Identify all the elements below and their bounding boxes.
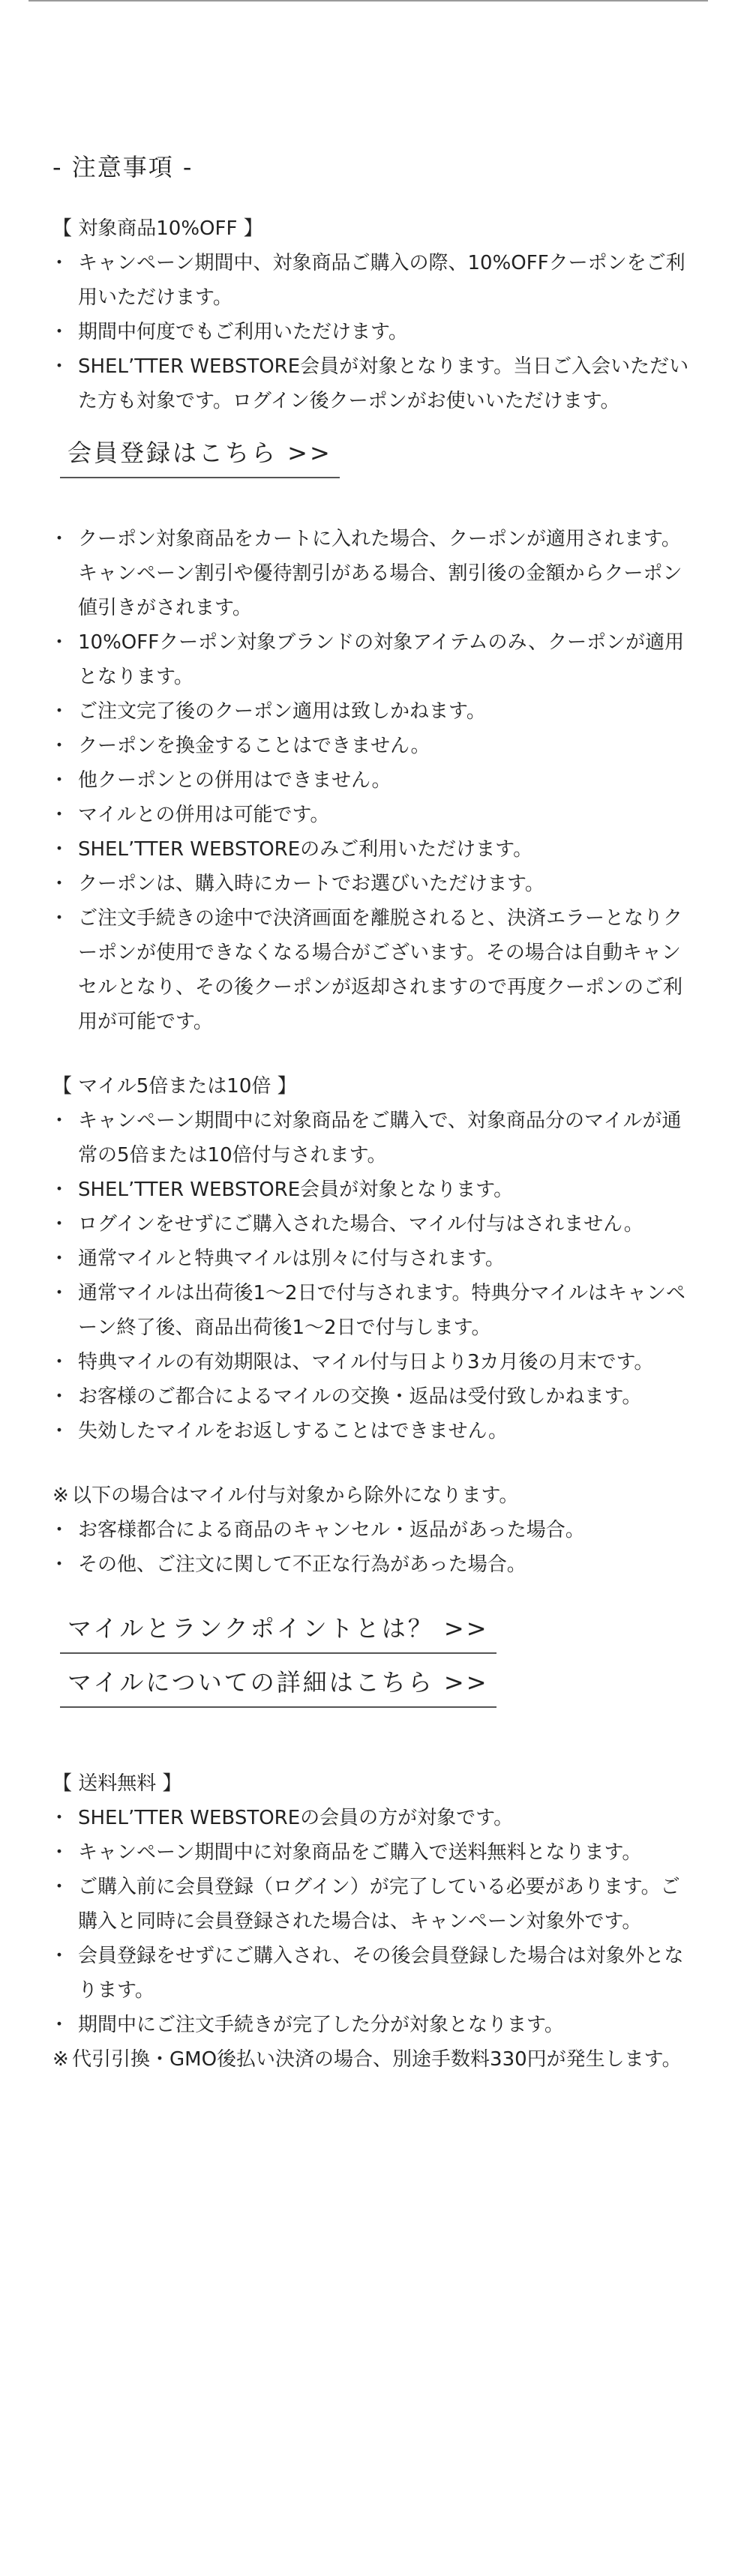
list-item: ・ ログインをせずにご購入された場合、マイル付与はされません。	[52, 1207, 698, 1242]
list-item: ・ 失効したマイルをお返しすることはできません。	[52, 1414, 698, 1448]
mile-list	[52, 1104, 698, 1448]
list-item: ・ クーポン対象商品をカートに入れた場合、クーポンが適用されます。キャンペーン割引や優待割引がある場合、割引後の金額からクーポン値引きがされます。	[52, 522, 698, 625]
list-item: ・ SHEL’TTER WEBSTORE会員が対象となります。当日ご入会いただいた方も対象です。ログイン後クーポンがお使いいただけます。	[52, 349, 698, 418]
list-item: ・ 通常マイルは出荷後1〜2日で付与されます。特典分マイルはキャンペーン終了後、商品出荷後1〜2日で付与します。	[52, 1276, 698, 1345]
top-divider	[28, 0, 708, 1]
list-item: ・ 10%OFFクーポン対象ブランドの対象アイテムのみ、クーポンが適用となります。	[52, 625, 698, 694]
register-link[interactable]: 会員登録はこちら >>	[60, 433, 340, 478]
list-item: ・ クーポンは、購入時にカートでお選びいただけます。	[52, 867, 698, 901]
list-item: ・ 期間中何度でもご利用いただけます。	[52, 315, 698, 349]
list-item: ・ 通常マイルと特典マイルは別々に付与されます。	[52, 1242, 698, 1276]
list-item: ・ SHEL’TTER WEBSTOREのみご利用いただけます。	[52, 832, 698, 867]
note-mark: ※	[52, 1484, 69, 1507]
list-item: ・ 会員登録をせずにご購入され、その後会員登録した場合は対象外となります。	[52, 1939, 698, 2008]
list-item: ・ お客様都合による商品のキャンセル・返品があった場合。	[52, 1513, 698, 1547]
fee-note	[52, 2042, 698, 2077]
list-item: ・ ご注文手続きの途中で決済画面を離脱されると、決済エラーとなりクーポンが使用できなくなる場合がございます。その場合は自動キャンセルとなり、その後クーポンが返却されますので再度クーポンのご利用が可能です。	[52, 901, 698, 1039]
list-item: ・ キャンペーン期間中に対象商品をご購入で送料無料となります。	[52, 1835, 698, 1870]
mile-section-title: 【 マイル5倍または10倍 】	[52, 1075, 297, 1098]
exclusion-list	[52, 1513, 698, 1582]
list-item: ・ キャンペーン期間中に対象商品をご購入で、対象商品分のマイルが通常の5倍または10倍付与されます。	[52, 1104, 698, 1173]
list-item: ・ キャンペーン期間中、対象商品ご購入の際、10%OFFクーポンをご利用いただけます。	[52, 246, 698, 315]
mile-rank-link[interactable]: マイルとランクポイントとは？ >>	[60, 1609, 496, 1654]
list-item: ・ SHEL’TTER WEBSTOREの会員の方が対象です。	[52, 1801, 698, 1835]
list-item: ・ ご購入前に会員登録（ログイン）が完了している必要があります。ご購入と同時に会員登録された場合は、キャンペーン対象外です。	[52, 1870, 698, 1939]
list-item: ・ 期間中にご注文手続きが完了した分が対象となります。	[52, 2008, 698, 2042]
page-heading: - 注意事項 -	[52, 153, 194, 181]
list-item: ・ 他クーポンとの併用はできません。	[52, 763, 698, 798]
notes-content	[52, 148, 698, 2077]
exclusion-note	[52, 1478, 698, 1513]
coupon-list	[52, 246, 698, 418]
list-item: ・ クーポンを換金することはできません。	[52, 729, 698, 763]
coupon-section-title: 【 対象商品10%OFF 】	[52, 217, 263, 240]
shipping-list	[52, 1801, 698, 2042]
list-item: ・ マイルとの併用は可能です。	[52, 798, 698, 832]
coupon-notes-list	[52, 522, 698, 1039]
list-item: ・ その他、ご注文に関して不正な行為があった場合。	[52, 1547, 698, 1582]
fee-note-text: 代引引換・GMO後払い決済の場合、別途手数料330円が発生します。	[72, 2048, 682, 2071]
list-item: ・ ご注文完了後のクーポン適用は致しかねます。	[52, 694, 698, 729]
note-mark: ※	[52, 2048, 69, 2071]
mile-detail-link[interactable]: マイルについての詳細はこちら >>	[60, 1663, 496, 1708]
list-item: ・ お客様のご都合によるマイルの交換・返品は受付致しかねます。	[52, 1379, 698, 1414]
list-item: ・ 特典マイルの有効期限は、マイル付与日より3カ月後の月末です。	[52, 1345, 698, 1379]
exclusion-note-text: 以下の場合はマイル付与対象から除外になります。	[72, 1484, 519, 1507]
list-item: ・ SHEL’TTER WEBSTORE会員が対象となります。	[52, 1173, 698, 1207]
shipping-section-title: 【 送料無料 】	[52, 1772, 182, 1795]
